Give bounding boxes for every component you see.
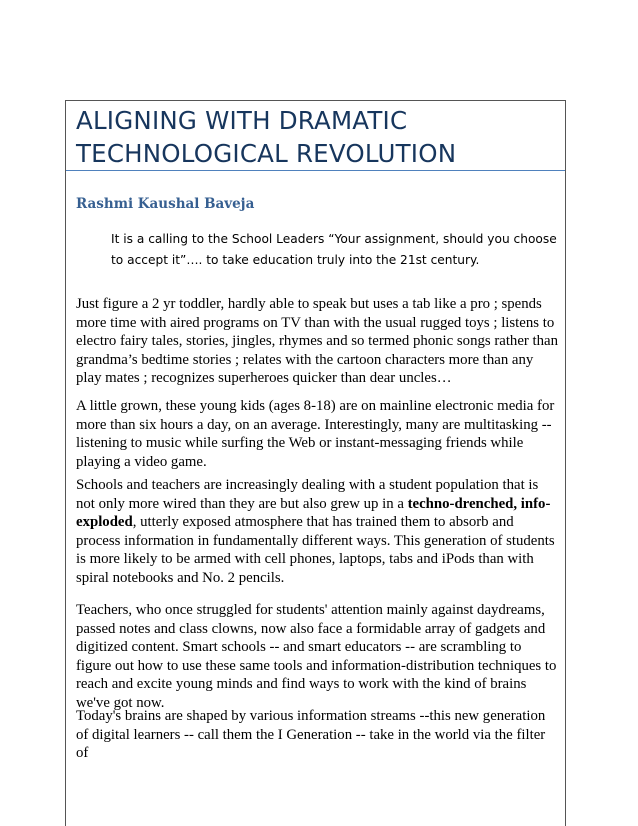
paragraph-3-text-start: Schools and teachers are increasingly dealing with a student population that is not only more wired than they are but also grew up in a — [76, 477, 539, 512]
paragraph-5: Today's brains are shaped by various information streams --this new generation of digital learners -- call them the I Generation -- take in the world via the filter of — [76, 708, 546, 762]
paragraph-3 — [76, 476, 560, 588]
paragraph-1: Just figure a 2 yr toddler, hardly able to speak but uses a tab like a pro ; spends more time with aired programs on TV than with the usual rugged toys ; listens to electro fairy tales, stories, jingles, rhymes and so termed phonic songs rather than grandma’s bedtime stories ; relates with the cartoon characters more than any play mates ; recognizes superheroes quicker than dear uncles… — [76, 296, 558, 387]
paragraph-3-text-end: , utterly exposed atmosphere that has trained them to absorb and process information in fundamentally different ways. This generation of students is more likely to be armed with cell phones, laptops, tabs and iPods than with spiral notebooks and No. 2 pencils. — [76, 514, 555, 586]
paragraph-3-bold-phrase: techno-drenched, info-exploded — [76, 495, 551, 531]
intro-callout: It is a calling to the School Leaders “Your assignment, should you choose to accept it”…. to take education truly into the 21st century. — [111, 232, 557, 267]
paragraph-2: A little grown, these young kids (ages 8-18) are on mainline electronic media for more than six hours a day, on an average. Interestingly, many are multitasking -- listening to music while surfing the Web or instant-messaging friends while playing a video game. — [76, 398, 555, 470]
author-name: Rashmi Kaushal Baveja — [76, 196, 255, 212]
title-divider — [66, 170, 565, 171]
document-title: ALIGNING WITH DRAMATIC TECHNOLOGICAL REVOLUTION — [76, 106, 457, 168]
paragraph-4: Teachers, who once struggled for students' attention mainly against daydreams, passed notes and class clowns, now also face a formidable array of gadgets and digitized content. Smart schools -- and smart educators -- are scrambling to figure out how to use these same tools and information-distribution techniques to reach and excite young minds and find ways to work with the kind of brains we've got now. — [76, 602, 557, 711]
